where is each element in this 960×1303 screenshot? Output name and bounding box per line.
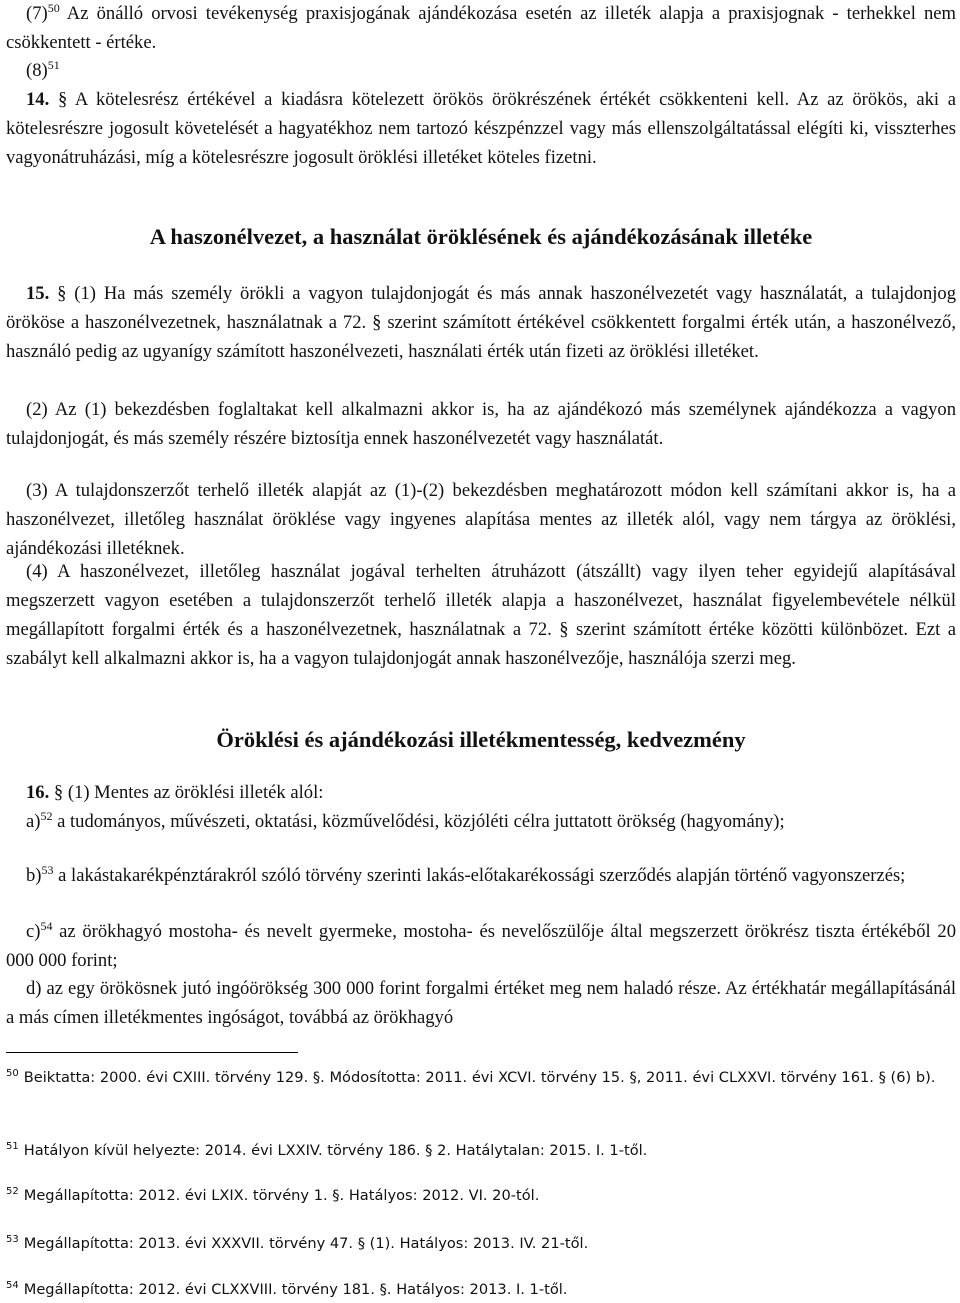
para-number: (7) [26, 3, 48, 24]
section-text: § (1) Ha más személy örökli a vagyon tulajdonjogát és más annak haszonélvezetét vagy használatát, a tulajdonjog örököse a haszonélvezetnek, használatnak a 72. § szerint számított értékével csökkentett forgalmi érték után, a haszonélvező, használó pedig az ugyanígy számított haszonélvezeti, használati érték után fizeti az öröklési illetéket. [6, 283, 956, 362]
paragraph-7 [6, 0, 956, 58]
footnote-ref[interactable]: 54 [40, 918, 53, 933]
item-letter: b) [26, 865, 42, 886]
section-15-par-1 [6, 280, 956, 367]
footnote-separator [6, 1052, 298, 1053]
footnote-text: Megállapította: 2013. évi XXXVII. törvény 47. § (1). Hatályos: 2013. IV. 21-től. [23, 1235, 589, 1252]
list-item-a [6, 808, 956, 837]
footnote-text: Megállapította: 2012. évi LXIX. törvény 1. §. Hatályos: 2012. VI. 20-tól. [23, 1187, 540, 1204]
footnote-number: 54 [6, 1280, 19, 1292]
footnote-ref[interactable]: 53 [41, 862, 54, 877]
section-15-par-2: (2) Az (1) bekezdésben foglaltakat kell alkalmazni akkor is, ha az ajándékozó más személynek ajándékozza a vagyon tulajdonjogát, és más személy részére biztosítja ennek haszonélvezetét vagy használatát. [6, 399, 956, 449]
footnote-ref[interactable]: 50 [47, 0, 60, 15]
item-letter: a) [26, 811, 41, 832]
footnote-number: 52 [6, 1186, 19, 1198]
footnote [6, 1230, 956, 1257]
footnote-ref[interactable]: 52 [40, 808, 53, 823]
item-text: az örökhagyó mostoha- és nevelt gyermeke, mostoha- és nevelőszülője által megszerzett örökrész tiszta értékéből 20 000 000 forint; [6, 921, 956, 971]
section-heading: A haszonélvezet, a használat öröklésének és ajándékozásának illetéke [149, 224, 813, 249]
list-item-d: d) az egy örökösnek jutó ingóörökség 300 000 forint forgalmi értéket meg nem haladó része. Az értékhatár megállapításánál a más címen illetékmentes ingóságot, továbbá az örökhagyó [6, 978, 956, 1028]
footnote-text: Megállapította: 2012. évi CLXXVIII. törvény 181. §. Hatályos: 2013. I. 1-től. [23, 1281, 568, 1298]
item-text: a tudományos, művészeti, oktatási, közművelődési, közjóléti célra juttatott örökség (hagyomány); [52, 811, 785, 832]
list-item-c [6, 918, 956, 976]
section-number: 16. [26, 782, 50, 803]
section-text: § A kötelesrész értékével a kiadásra kötelezett örökös örökrészének értékét csökkenteni kell. Az az örökös, aki a kötelesrészre jogosult követelését a hagyatékhoz nem tartozó készpénzzel vagy más ellenszolgáltatással elégíti ki, visszterhes vagyonátruházási, míg a kötelesrészre jogosult öröklési illetéket köteles fizetni. [6, 89, 956, 168]
footnote [6, 1137, 956, 1164]
footnote-number: 50 [6, 1068, 19, 1080]
item-text: a lakástakarékpénztárakról szóló törvény szerinti lakás-előtakarékossági szerződés alapján történő vagyonszerzés; [53, 865, 906, 886]
section-14 [6, 86, 956, 173]
section-number: 15. [26, 283, 50, 304]
section-number: 14. [26, 89, 50, 110]
paragraph-8 [6, 57, 956, 86]
footnote-number: 53 [6, 1234, 19, 1246]
footnote-ref[interactable]: 51 [47, 57, 60, 72]
section-15-par-4: (4) A haszonélvezet, illetőleg használat jogával terhelten átruházott (átszállt) vagy ilyen teher egyidejű alapításával megszerzett vagyon esetében a tulajdonszerzőt terhelő illeték alapja a haszonélvezet, használat figyelembevétele nélkül megállapított forgalmi érték és a haszonélvezetnek, használatnak a 72. § szerint számított értéke közötti különbözet. Ezt a szabályt kell alkalmazni akkor is, ha a vagyon tulajdonjogát annak haszonélvezője, használója szerzi meg. [6, 561, 956, 669]
footnote [6, 1182, 956, 1209]
section-16-intro [6, 779, 956, 808]
footnote-text: Hatályon kívül helyezte: 2014. évi LXXIV. törvény 186. § 2. Hatálytalan: 2015. I. 1-től. [23, 1142, 648, 1159]
section-heading: Öröklési és ajándékozási illetékmentesség, kedvezmény [216, 727, 746, 752]
footnote [6, 1276, 956, 1303]
footnote-number: 51 [6, 1141, 19, 1153]
para-number: (8) [26, 60, 48, 81]
footnote-text: Beiktatta: 2000. évi CXIII. törvény 129. §. Módosította: 2011. évi XCVI. törvény 15. §, 2011. évi CLXXVI. törvény 161. § (6) b). [23, 1069, 936, 1086]
section-15-par-3: (3) A tulajdonszerzőt terhelő illeték alapját az (1)-(2) bekezdésben meghatározott módon kell számítani akkor is, ha a haszonélvezet, illetőleg használat öröklése vagy ingyenes alapítása mentes az illeték alól, vagy nem tárgya az öröklési, ajándékozási illetéknek. [6, 480, 956, 559]
item-letter: c) [26, 921, 41, 942]
list-item-b [6, 862, 956, 891]
section-text: § (1) Mentes az öröklési illeték alól: [49, 782, 324, 803]
paragraph-text: Az önálló orvosi tevékenység praxisjogának ajándékozása esetén az illeték alapja a praxisjognak - terhekkel nem csökkentett - értéke. [6, 3, 956, 53]
footnote [6, 1064, 956, 1091]
